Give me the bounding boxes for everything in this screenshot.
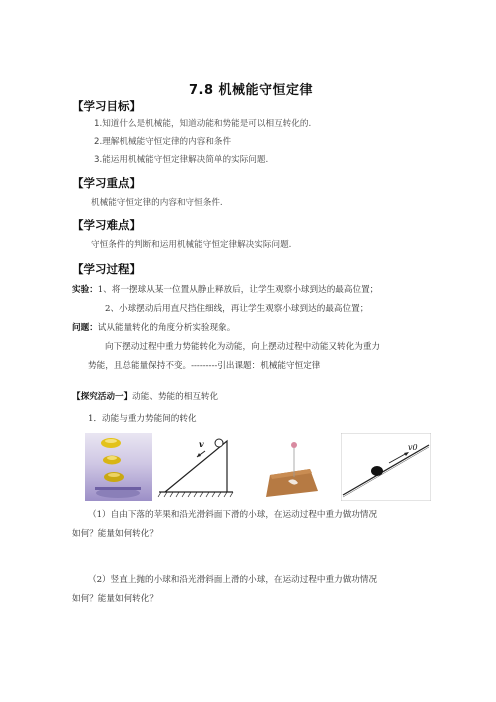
experiment-line-1: 实验：1、将一摆球从某一位置从静止释放后，让学生观察小球到达的最高位置； [72,285,379,295]
incline-up-drawing [341,433,431,501]
objective-item: 1.知道什么是机械能，知道动能和势能是可以相互转化的. [94,119,312,129]
falling-apples-image [85,433,152,501]
key-points-heading: 【学习重点】 [72,176,141,190]
process-paragraph-line-2: 势能，且总能量保持不变。---------引出课题：机械能守恒定律 [88,361,321,371]
activity-heading: 【探究活动一】动能、势能的相互转化 [72,392,219,402]
falling-apples-drawing [85,433,152,501]
key-points-text: 机械能守恒定律的内容和守恒条件. [91,198,223,208]
process-paragraph-line-1: 向下摆动过程中重力势能转化为动能，向上摆动过程中动能又转化为重力 [105,342,381,352]
velocity-label: v [199,439,204,449]
question-label: 问题： [72,323,98,333]
question-1-line-2: 如何？能量如何转化？ [72,529,158,539]
question-1-line-1: （1）自由下落的苹果和沿光滑斜面下滑的小球，在运动过程中重力做功情况 [88,510,378,520]
difficulties-heading: 【学习难点】 [72,218,141,232]
page-title: 7.8 机械能守恒定律 [189,83,314,98]
question-2-line-1: （2）竖直上抛的小球和沿光滑斜面上滑的小球，在运动过程中重力做功情况 [88,575,378,585]
incline-ball-image [155,433,237,501]
process-heading: 【学习过程】 [72,262,141,276]
objective-item: 3.能运用机械能守恒定律解决简单的实际问题. [94,155,269,165]
difficulties-text: 守恒条件的判断和运用机械能守恒定律解决实际问题. [91,240,292,250]
hanging-ball-drawing [248,433,330,501]
experiment-label: 实验： [72,285,98,295]
activity-label: 【探究活动一】 [72,392,133,402]
incline-down-drawing [155,433,237,501]
activity-subheading: 1．动能与重力势能间的转化 [88,414,197,424]
experiment-line-2: 2、小球摆动后用直尺挡住细线，再让学生观察小球到达的最高位置； [105,304,369,314]
question-2-line-2: 如何？能量如何转化？ [72,594,158,604]
objective-item: 2.理解机械能守恒定律的内容和条件 [94,137,232,147]
question-line: 问题：试从能量转化的角度分析实验现象。 [72,323,236,333]
objectives-heading: 【学习目标】 [72,99,141,113]
hanging-ball-image [248,433,330,501]
initial-velocity-label: v0 [408,443,418,452]
incline-up-image [341,433,431,501]
